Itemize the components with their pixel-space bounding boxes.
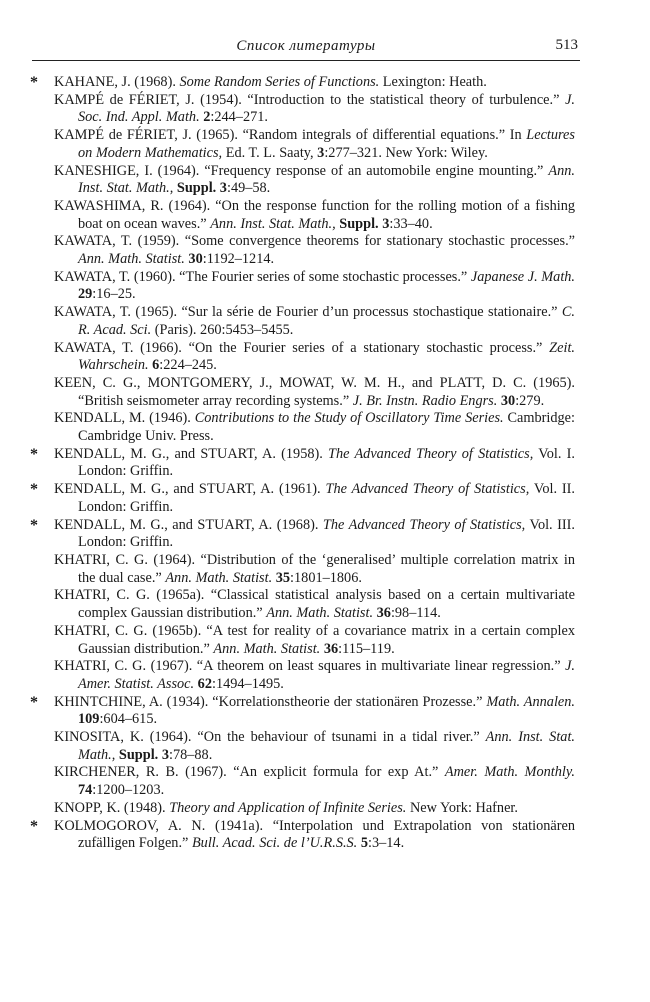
reference-text: “Distribution of the ‘generalised’ multiple correlation matrix in the dual case.” bbox=[78, 551, 575, 586]
reference-entry bbox=[30, 694, 575, 729]
reference-text: :224–245. bbox=[159, 357, 217, 374]
reference-journal: Bull. Acad. Sci. de l’U.R.S.S. bbox=[191, 835, 358, 852]
reference-text: “Random integrals of differential equations.” In bbox=[237, 127, 527, 144]
reference-author: KIRCHENER, R. B. (1967). bbox=[54, 764, 227, 781]
reference-volume: Suppl. 3 bbox=[173, 180, 227, 197]
reference-volume: 62 bbox=[194, 675, 212, 692]
reference-journal: Zeit. Wahrschein. bbox=[78, 339, 575, 374]
asterisk-marker: * bbox=[30, 445, 38, 463]
reference-entry bbox=[30, 764, 575, 799]
reference-text: :115–119. bbox=[338, 640, 395, 657]
reference-text: New York: Hafner. bbox=[406, 799, 518, 816]
reference-text: :1801–1806. bbox=[290, 569, 362, 586]
reference-entry bbox=[30, 623, 575, 658]
reference-text: “The Fourier series of some stochastic processes.” bbox=[175, 268, 471, 285]
reference-volume: 30 bbox=[497, 392, 516, 409]
reference-text: “British seismometer array recording systems.” bbox=[78, 392, 353, 409]
reference-author: KAMPÉ de FÉRIET, J. (1954). bbox=[54, 91, 242, 108]
reference-entry bbox=[30, 410, 575, 445]
reference-title: Theory and Application of Infinite Series. bbox=[169, 799, 407, 816]
reference-text: “A theorem on least squares in multivariate linear regression.” bbox=[192, 658, 566, 675]
reference-volume: 109 bbox=[78, 711, 100, 728]
reference-volume: 30 bbox=[184, 251, 203, 268]
reference-journal: C. R. Acad. Sci. bbox=[78, 304, 575, 338]
reference-text: “Introduction to the statistical theory of turbulence.” bbox=[241, 91, 566, 108]
reference-entry bbox=[30, 233, 575, 268]
reference-text: Vol. III. London: Griffin. bbox=[78, 516, 575, 551]
reference-volume: Suppl. 3 bbox=[115, 746, 169, 763]
reference-author: KINOSITA, K. (1964). bbox=[54, 729, 192, 746]
reference-journal: J. Br. Instn. Radio Engrs. bbox=[352, 392, 498, 409]
reference-author: KAHANE, J. (1968). bbox=[54, 74, 176, 90]
asterisk-marker: * bbox=[30, 481, 38, 499]
asterisk-marker: * bbox=[30, 74, 38, 91]
reference-entry bbox=[30, 340, 575, 375]
reference-volume: 2 bbox=[199, 109, 211, 126]
reference-text: :1494–1495. bbox=[211, 675, 284, 692]
reference-volume: 29 bbox=[78, 286, 93, 303]
reference-journal: Amer. Math. Monthly. bbox=[444, 764, 575, 781]
reference-journal: Ann. Math. Statist. bbox=[213, 640, 321, 657]
reference-text: “A test for reality of a covariance matrix in a certain complex Gaussian distribution.” bbox=[78, 622, 575, 657]
reference-entry bbox=[30, 587, 575, 622]
reference-text: “Frequency response of an automobile engine mounting.” bbox=[199, 162, 549, 179]
reference-text: :277–321. New York: Wiley. bbox=[324, 144, 488, 161]
reference-title: Lectures on Modern Mathematics, bbox=[78, 127, 575, 161]
reference-author: KHATRI, C. G. (1964). bbox=[54, 551, 196, 568]
reference-text: “Korrelationstheorie der stationären Prozesse.” bbox=[208, 693, 487, 710]
reference-text: (Paris). 260:5453–5455. bbox=[151, 321, 294, 338]
reference-text: Vol. I. London: Griffin. bbox=[78, 445, 575, 480]
reference-text: :78–88. bbox=[168, 746, 213, 763]
reference-author: KENDALL, M. G., and STUART, A. (1958). bbox=[54, 445, 323, 462]
reference-author: KAWATA, T. (1966). bbox=[54, 339, 182, 356]
reference-text: :16–25. bbox=[92, 286, 136, 303]
reference-text: :279. bbox=[515, 392, 545, 409]
reference-volume: 74 bbox=[78, 782, 93, 799]
reference-title: The Advanced Theory of Statistics, bbox=[325, 481, 530, 498]
reference-text: Vol. II. London: Griffin. bbox=[78, 481, 575, 515]
reference-title: The Advanced Theory of Statistics, bbox=[328, 445, 534, 462]
reference-text: :3–14. bbox=[368, 835, 405, 852]
reference-entry bbox=[30, 127, 575, 162]
reference-entry bbox=[30, 74, 575, 92]
reference-text: :98–114. bbox=[390, 605, 441, 622]
reference-entry bbox=[30, 481, 575, 516]
reference-author: KAMPÉ de FÉRIET, J. (1965). bbox=[54, 127, 238, 144]
reference-journal: Ann. Inst. Stat. Math., bbox=[78, 162, 575, 197]
reference-title: Contributions to the Study of Oscillatory Time Series. bbox=[194, 410, 504, 427]
reference-entry bbox=[30, 517, 575, 552]
reference-journal: Ann. Math. Statist. bbox=[165, 569, 273, 586]
running-title: Список литературы bbox=[236, 38, 376, 54]
reference-volume: 36 bbox=[373, 605, 391, 622]
reference-text: Ed. T. L. Saaty, bbox=[222, 144, 318, 161]
page-header bbox=[32, 36, 580, 61]
reference-entry bbox=[30, 198, 575, 233]
asterisk-marker: * bbox=[30, 516, 38, 534]
reference-entry bbox=[30, 163, 575, 198]
reference-entry bbox=[30, 92, 575, 127]
reference-text: :49–58. bbox=[226, 180, 271, 197]
reference-volume: 3 bbox=[317, 144, 325, 161]
reference-text: “Interpolation und Extrapolation von stationären zufälligen Folgen.” bbox=[78, 817, 575, 852]
reference-journal: Ann. Math. Statist. bbox=[266, 605, 374, 622]
reference-text: :1192–1214. bbox=[202, 251, 275, 268]
reference-text: :244–271. bbox=[210, 109, 268, 126]
reference-text: Cambridge: Cambridge Univ. Press. bbox=[78, 410, 575, 445]
reference-text: “On the Fourier series of a stationary stochastic process.” bbox=[181, 339, 550, 356]
reference-journal: Ann. Math. Statist. bbox=[78, 251, 185, 268]
reference-text: “On the behaviour of tsunami in a tidal river.” bbox=[191, 729, 486, 746]
asterisk-marker: * bbox=[30, 817, 38, 835]
reference-title: Some Random Series of Functions. bbox=[179, 74, 380, 90]
reference-author: KENDALL, M. (1946). bbox=[54, 410, 191, 427]
reference-title: The Advanced Theory of Statistics, bbox=[322, 516, 526, 533]
reference-journal: Ann. Inst. Stat. Math., bbox=[210, 215, 336, 232]
reference-entry bbox=[30, 729, 575, 764]
reference-entry bbox=[30, 269, 575, 304]
reference-author: KOLMOGOROV, A. N. (1941a). bbox=[54, 817, 264, 834]
page-number: 513 bbox=[555, 37, 578, 53]
reference-volume: 5 bbox=[357, 835, 368, 852]
reference-volume: 36 bbox=[320, 640, 339, 657]
reference-author: KANESHIGE, I. (1964). bbox=[54, 162, 200, 179]
reference-text: “Sur la série de Fourier d’un processus stochastique stationaire.” bbox=[177, 304, 562, 321]
reference-volume: Suppl. 3 bbox=[335, 215, 390, 232]
reference-text: “Some convergence theorems for stationary stochastic processes.” bbox=[179, 233, 575, 250]
reference-author: KHINTCHINE, A. (1934). bbox=[54, 693, 209, 710]
reference-author: KNOPP, K. (1948). bbox=[54, 799, 166, 816]
reference-text: :604–615. bbox=[99, 711, 158, 728]
reference-author: KAWASHIMA, R. (1964). bbox=[54, 197, 211, 214]
reference-entry bbox=[30, 375, 575, 410]
reference-volume: 35 bbox=[272, 569, 291, 586]
reference-author: KAWATA, T. (1965). bbox=[54, 304, 178, 321]
reference-author: KHATRI, C. G. (1965b). bbox=[54, 622, 202, 639]
reference-journal: J. Amer. Statist. Assoc. bbox=[78, 658, 575, 692]
reference-entry bbox=[30, 800, 575, 818]
reference-text: :1200–1203. bbox=[92, 782, 165, 799]
reference-author: KAWATA, T. (1960). bbox=[54, 268, 176, 285]
reference-author: KEEN, C. G., MONTGOMERY, J., MOWAT, W. M. H., and PLATT, D. C. (1965). bbox=[54, 374, 575, 391]
reference-journal: Ann. Inst. Stat. Math., bbox=[78, 729, 575, 763]
reference-list bbox=[30, 74, 575, 853]
reference-author: KENDALL, M. G., and STUART, A. (1968). bbox=[54, 516, 319, 533]
asterisk-marker: * bbox=[30, 693, 38, 711]
reference-journal: Math. Annalen. bbox=[486, 693, 575, 710]
reference-journal: Japanese J. Math. bbox=[470, 268, 576, 285]
reference-entry bbox=[30, 818, 575, 853]
reference-entry bbox=[30, 304, 575, 339]
reference-text: :33–40. bbox=[389, 215, 433, 232]
reference-text: “An explicit formula for exp At.” bbox=[226, 764, 445, 781]
reference-entry bbox=[30, 658, 575, 693]
reference-text: Lexington: Heath. bbox=[379, 74, 487, 90]
reference-entry bbox=[30, 552, 575, 587]
reference-text: “Classical statistical analysis based on a certain multivariate complex Gaussian distribution.” bbox=[78, 587, 575, 622]
reference-text: “On the response function for the rolling motion of a fishing boat on ocean waves.” bbox=[78, 197, 575, 232]
reference-entry bbox=[30, 446, 575, 481]
reference-journal: J. Soc. Ind. Appl. Math. bbox=[78, 91, 575, 126]
reference-author: KAWATA, T. (1959). bbox=[54, 233, 180, 250]
reference-author: KENDALL, M. G., and STUART, A. (1961). bbox=[54, 481, 321, 498]
reference-volume: 6 bbox=[148, 357, 160, 374]
reference-author: KHATRI, C. G. (1967). bbox=[54, 658, 193, 675]
reference-author: KHATRI, C. G. (1965a). bbox=[54, 587, 205, 604]
